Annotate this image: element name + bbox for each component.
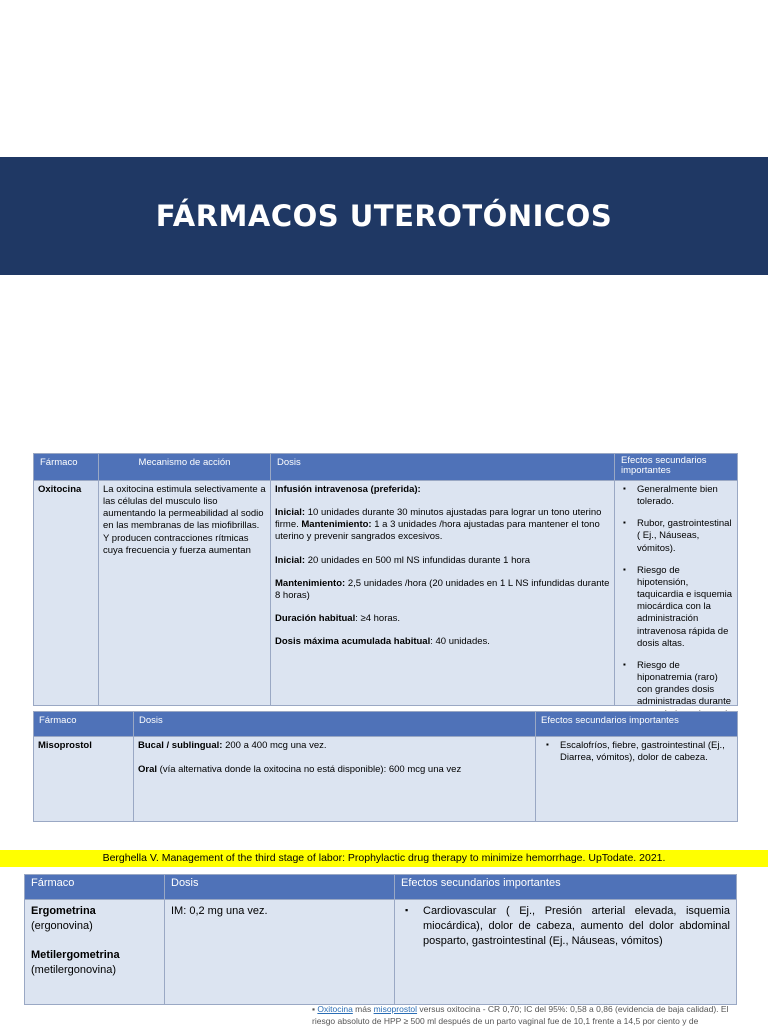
bullet-marker: ▪ xyxy=(312,1004,318,1014)
header-mecanismo: Mecanismo de acción xyxy=(99,454,271,481)
list-item: ▪ Riesgo de hiponatremia (raro) con grandes dosis administradas durante xyxy=(619,660,733,721)
dose-label: Mantenimiento: xyxy=(275,577,346,589)
dose-text: 1 a 3 unidades /hora ajustadas para mantener el tono uterino y prevenir sangrados excesivos. xyxy=(275,519,600,543)
dose-label: Dosis máxima acumulada habitual xyxy=(275,636,431,648)
effects-list xyxy=(619,484,733,721)
dosis-cell: IM: 0,2 mg una vez. xyxy=(165,900,395,1005)
misoprostol-link[interactable]: misoprostol xyxy=(373,1004,418,1014)
title-banner xyxy=(0,157,768,275)
table-row xyxy=(25,900,737,1005)
drug-cell xyxy=(34,481,99,706)
table-header-row xyxy=(25,875,737,900)
table-header-row xyxy=(34,454,738,481)
dose-text: : 40 unidades. xyxy=(430,636,490,648)
header-farmaco: Fármaco xyxy=(25,875,165,900)
reference-citation: Berghella V. Management of the third stage of labor: Prophylactic drug therapy to minimize hemorrhage. UpTodate. 2021. xyxy=(0,850,768,867)
drug-name: Oxitocina xyxy=(38,484,82,495)
drug-name: Metilergometrina xyxy=(31,948,120,961)
footnote-text: versus oxitocina - CR 0,70; IC del 95%: 0,58 a 0,86 (evidencia de baja calidad). El riesgo absoluto de HPP ≥ 500 ml después de un parto vaginal fue de 10,1 frente a 14,5 por ciento y de xyxy=(312,1004,729,1027)
dose-label: Inicial: xyxy=(275,554,306,566)
dose-text: : ≥4 horas. xyxy=(355,613,401,625)
header-dosis: Dosis xyxy=(165,875,395,900)
list-item: ▪ Generalmente bien tolerado. xyxy=(619,484,733,508)
footnote-text: más xyxy=(352,1004,374,1014)
header-dosis: Dosis xyxy=(134,712,536,737)
dose-label: Mantenimiento: xyxy=(301,519,372,531)
oxitocina-link[interactable]: Oxitocina xyxy=(317,1004,353,1014)
list-item: ▪ Escalofríos, fiebre, gastrointestinal (Ej., Diarrea, vómitos), dolor de cabeza. xyxy=(540,740,733,765)
footnote xyxy=(312,1003,752,1028)
dose-text: 10 unidades durante 30 minutos ajustadas para lograr un tono uterino firme. xyxy=(275,507,602,531)
header-farmaco: Fármaco xyxy=(34,454,99,481)
drug-alt-name: (ergonovina) xyxy=(31,919,93,932)
list-item: ▪ Riesgo de hipotensión, taquicardia e isquemia miocárdica con la administración intravenosa rápida de dosis altas. xyxy=(619,565,733,650)
dose-text: 200 a 400 mcg una vez. xyxy=(222,740,327,751)
ergometrina-table xyxy=(24,874,737,1005)
dose-text: (vía alternativa donde la oxitocina no está disponible): 600 mcg una vez xyxy=(157,764,462,776)
dose-text: 2,5 unidades /hora (20 unidades en 1 L NS infundidas durante 8 horas) xyxy=(275,577,610,601)
dose-text: 20 unidades en 500 ml NS infundidas durante 1 hora xyxy=(305,554,531,566)
page-title: FÁRMACOS UTEROTÓNICOS xyxy=(155,199,613,233)
header-efectos: Efectos secundarios importantes xyxy=(395,875,737,900)
effects-cell xyxy=(615,481,738,706)
oxitocina-table xyxy=(33,453,738,706)
dose-label: Inicial: xyxy=(275,507,306,519)
drug-alt-name: (metilergonovina) xyxy=(31,963,116,976)
drug-name: Ergometrina xyxy=(31,905,96,917)
header-dosis: Dosis xyxy=(271,454,615,481)
effects-cell xyxy=(536,737,738,822)
mechanism-cell: La oxitocina estimula selectivamente a las células del musculo liso aumentando la permeabilidad al sodio en las membranas de las miofibrillas. Y producen contracciones rítmicas cuya frecuencia y fuerza aumentan xyxy=(99,481,271,706)
dose-label: Oral xyxy=(138,764,158,776)
drug-cell xyxy=(34,737,134,822)
header-efectos: Efectos secundarios importantes xyxy=(536,712,738,737)
header-efectos: Efectos secundarios importantes xyxy=(615,454,738,481)
list-item: ▪ Rubor, gastrointestinal ( Ej., Náuseas, vómitos). xyxy=(619,518,733,554)
dose-label: Bucal / sublingual: xyxy=(138,740,223,751)
effects-list xyxy=(401,904,730,949)
effects-list xyxy=(540,740,733,765)
dosis-cell xyxy=(134,737,536,822)
drug-name: Misoprostol xyxy=(38,740,92,751)
table-row xyxy=(34,737,738,822)
header-farmaco: Fármaco xyxy=(34,712,134,737)
table-row xyxy=(34,481,738,706)
table-header-row xyxy=(34,712,738,737)
dose-label: Duración habitual xyxy=(275,613,356,625)
dosis-cell xyxy=(271,481,615,706)
misoprostol-table xyxy=(33,711,738,822)
effects-cell xyxy=(395,900,737,1005)
dosis-heading: Infusión intravenosa (preferida): xyxy=(275,484,421,495)
drug-cell xyxy=(25,900,165,1005)
list-item: ▪ Cardiovascular ( Ej., Presión arterial elevada, isquemia miocárdica), dolor de cabeza, aumento del dolor abdominal posparto, gastrointestinal (Ej., Náuseas, vómitos) xyxy=(401,904,730,949)
